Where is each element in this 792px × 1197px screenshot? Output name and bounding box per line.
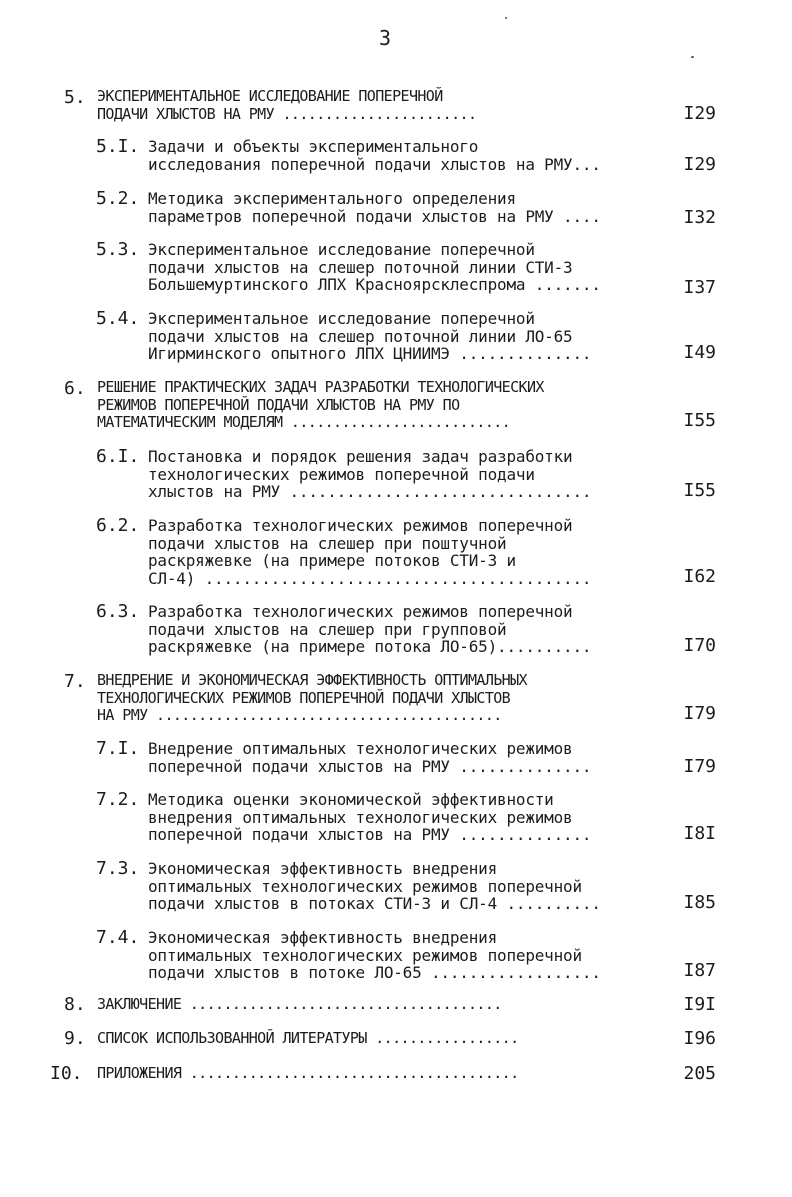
toc-entry-number: 8.: [64, 994, 86, 1015]
toc-entry-title: РЕШЕНИЕ ПРАКТИЧЕСКИХ ЗАДАЧ РАЗРАБОТКИ ТЕХНОЛОГИЧЕСКИХ РЕЖИМОВ ПОПЕРЕЧНОЙ ПОДАЧИ ХЛЫСТОВ НА РМУ ПО МАТЕМАТИЧЕСКИМ МОДЕЛЯМ ..........................: [97, 378, 544, 431]
toc-entry-page: I8I: [683, 823, 716, 844]
toc-entry-number: 5.4.: [96, 308, 140, 329]
toc-entry-number: 7.3.: [96, 858, 140, 879]
toc-entry-page: 205: [683, 1063, 716, 1084]
toc-entry-number: 6.2.: [96, 515, 140, 536]
toc-entry-page: I55: [683, 480, 716, 501]
toc-entry-page: I70: [683, 635, 716, 656]
toc-entry-number: 6.: [64, 378, 86, 399]
toc-entry-title: Внедрение оптимальных технологических режимов поперечной подачи хлыстов на РМУ ..............: [148, 739, 592, 776]
toc-entry-number: 5.2.: [96, 188, 140, 209]
scan-speck: [505, 17, 507, 19]
toc-entry-number: 7.: [64, 671, 86, 692]
toc-entry-page: I79: [683, 756, 716, 777]
toc-entry-page: I62: [683, 566, 716, 587]
toc-entry-page: I32: [683, 207, 716, 228]
toc-entry-title: СПИСОК ИСПОЛЬЗОВАННОЙ ЛИТЕРАТУРЫ .................: [97, 1029, 519, 1047]
toc-entry-number: 9.: [64, 1028, 86, 1049]
toc-entry-page: I9I: [683, 994, 716, 1015]
toc-entry-title: Экономическая эффективность внедрения оптимальных технологических режимов поперечной подачи хлыстов в потоках СТИ-3 и СЛ-4 ..........: [148, 859, 601, 913]
toc-entry-page: I49: [683, 342, 716, 363]
toc-entry-title: Методика оценки экономической эффективности внедрения оптимальных технологических режимов поперечной подачи хлыстов на РМУ ..............: [148, 790, 592, 844]
toc-entry-title: Постановка и порядок решения задач разработки технологических режимов поперечной подачи хлыстов на РМУ ................................: [148, 447, 592, 501]
toc-entry-page: I55: [683, 410, 716, 431]
toc-entry-page: I85: [683, 892, 716, 913]
toc-entry-page: I96: [683, 1028, 716, 1049]
toc-entry-title: Экспериментальное исследование поперечной подачи хлыстов на слешер поточной линии СТИ-3 Большемуртинского ЛПХ Красноярсклеспрома .......: [148, 240, 601, 294]
toc-entry-number: I0.: [50, 1063, 83, 1084]
toc-entry-number: 5.3.: [96, 239, 140, 260]
toc-entry-title: Задачи и объекты экспериментального исследования поперечной подачи хлыстов на РМУ...: [148, 137, 601, 174]
toc-entry-title: Разработка технологических режимов поперечной подачи хлыстов на слешер при поштучной раскряжевке (на примере потоков СТИ-3 и СЛ-4) .........................................: [148, 516, 592, 588]
toc-entry-number: 7.4.: [96, 927, 140, 948]
toc-entry-page: I29: [683, 154, 716, 175]
scan-speck: [691, 56, 694, 58]
toc-entry-number: 6.3.: [96, 601, 140, 622]
toc-entry-page: I29: [683, 103, 716, 124]
toc-entry-page: I87: [683, 960, 716, 981]
toc-entry-page: I37: [683, 277, 716, 298]
toc-entry-title: Экономическая эффективность внедрения оптимальных технологических режимов поперечной подачи хлыстов в потоке ЛО-65 ..................: [148, 928, 601, 982]
toc-entry-title: ЗАКЛЮЧЕНИЕ .....................................: [97, 995, 502, 1013]
toc-entry-number: 5.I.: [96, 136, 140, 157]
toc-entry-number: 5.: [64, 87, 86, 108]
toc-entry-title: ПРИЛОЖЕНИЯ .......................................: [97, 1064, 519, 1082]
toc-entry-title: Экспериментальное исследование поперечной подачи хлыстов на слешер поточной линии ЛО-65 Игирминского опытного ЛПХ ЦНИИМЭ ..............: [148, 309, 592, 363]
toc-entry-title: ВНЕДРЕНИЕ И ЭКОНОМИЧЕСКАЯ ЭФФЕКТИВНОСТЬ ОПТИМАЛЬНЫХ ТЕХНОЛОГИЧЕСКИХ РЕЖИМОВ ПОПЕРЕЧНОЙ ПОДАЧИ ХЛЫСТОВ НА РМУ .........................................: [97, 671, 527, 724]
toc-entry-title: ЭКСПЕРИМЕНТАЛЬНОЕ ИССЛЕДОВАНИЕ ПОПЕРЕЧНОЙ ПОДАЧИ ХЛЫСТОВ НА РМУ .......................: [97, 87, 477, 123]
toc-entry-number: 6.I.: [96, 446, 140, 467]
page-number: 3: [379, 26, 392, 50]
toc-entry-page: I79: [683, 703, 716, 724]
toc-entry-title: Методика экспериментального определения параметров поперечной подачи хлыстов на РМУ ....: [148, 189, 601, 226]
toc-entry-number: 7.I.: [96, 738, 140, 759]
toc-entry-number: 7.2.: [96, 789, 140, 810]
toc-entry-title: Разработка технологических режимов поперечной подачи хлыстов на слешер при групповой раскряжевке (на примере потока ЛО-65)..........: [148, 602, 592, 656]
